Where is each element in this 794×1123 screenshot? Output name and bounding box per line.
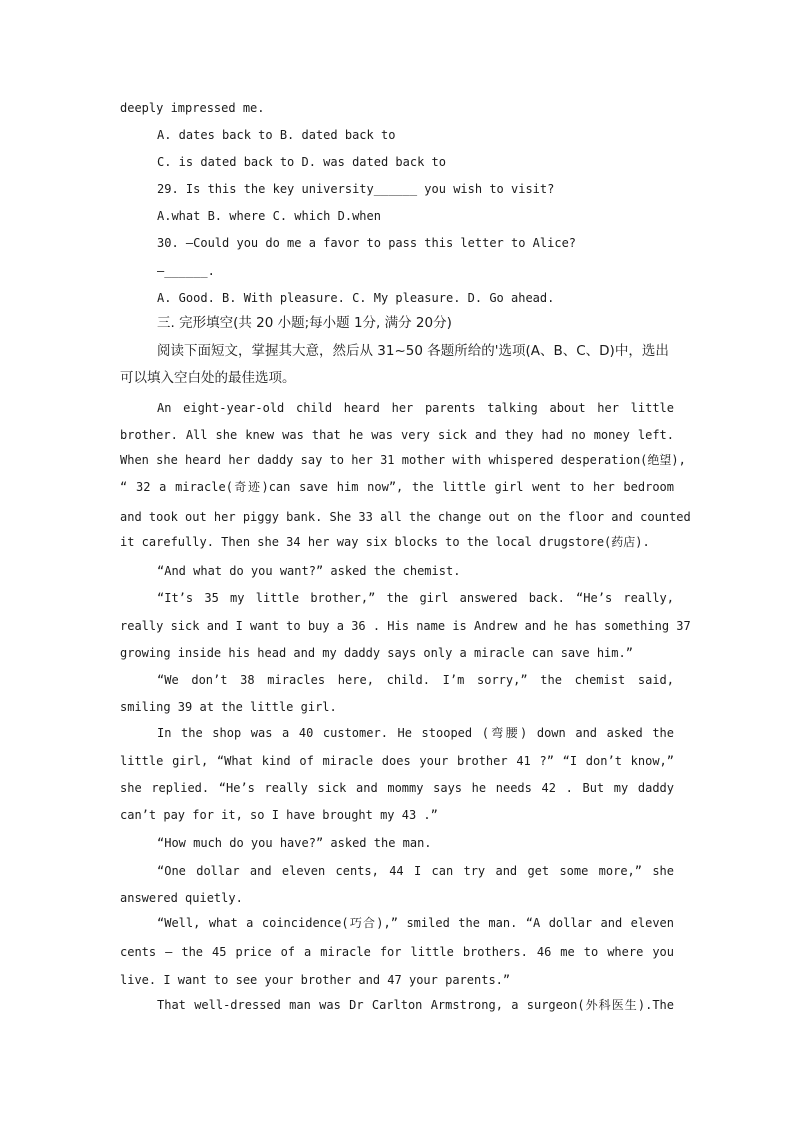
text-line: it carefully. Then she 34 her way six blocks to the local drugstore(药店).	[120, 535, 650, 549]
text-line: “One dollar and eleven cents, 44 I can try and get some more,” she	[157, 864, 674, 878]
text-line: 三. 完形填空(共 20 小题;每小题 1分, 满分 20分)	[157, 315, 452, 331]
text-line: answered quietly.	[120, 891, 243, 905]
text-line: “How much do you have?” asked the man.	[157, 836, 432, 850]
text-line: 29. Is this the key university______ you wish to visit?	[157, 182, 555, 196]
text-line: smiling 39 at the little girl.	[120, 700, 337, 714]
text-line: In the shop was a 40 customer. He stooped (弯腰) down and asked the	[157, 726, 674, 740]
text-line: A. Good. B. With pleasure. C. My pleasure. D. Go ahead.	[157, 291, 555, 305]
text-line: 30. —Could you do me a favor to pass this letter to Alice?	[157, 236, 577, 250]
text-line: really sick and I want to buy a 36 . His name is Andrew and he has something 37	[120, 619, 691, 633]
text-line: “Well, what a coincidence(巧合),” smiled the man. “A dollar and eleven	[157, 916, 674, 930]
text-line: can’t pay for it, so I have brought my 43 .”	[120, 808, 438, 822]
text-line: That well-dressed man was Dr Carlton Armstrong, a surgeon(外科医生).The	[157, 998, 674, 1012]
text-line: “ 32 a miracle(奇迹)can save him now”, the little girl went to her bedroom	[120, 480, 674, 494]
text-line: When she heard her daddy say to her 31 mother with whispered desperation(绝望),	[120, 453, 686, 467]
text-line: growing inside his head and my daddy says only a miracle can save him.”	[120, 646, 633, 660]
text-line: little girl, “What kind of miracle does your brother 41 ?” “I don’t know,”	[120, 754, 674, 768]
text-line: cents — the 45 price of a miracle for little brothers. 46 me to where you	[120, 945, 674, 959]
text-line: “It’s 35 my little brother,” the girl answered back. “He’s really,	[157, 591, 674, 605]
text-line: “And what do you want?” asked the chemist.	[157, 564, 461, 578]
text-line: and took out her piggy bank. She 33 all the change out on the floor and counted	[120, 510, 691, 524]
text-line: she replied. “He’s really sick and mommy says he needs 42 . But my daddy	[120, 781, 674, 795]
text-line: An eight-year-old child heard her parents talking about her little	[157, 401, 674, 415]
text-line: live. I want to see your brother and 47 your parents.”	[120, 973, 511, 987]
text-line: A. dates back to B. dated back to	[157, 128, 396, 142]
text-line: deeply impressed me.	[120, 101, 265, 115]
text-line: 阅读下面短文，掌握其大意，然后从 31~50 各题所给的'选项(A、B、C、D)中，选出	[157, 343, 669, 359]
text-line: —______.	[157, 264, 215, 278]
text-line: A.what B. where C. which D.when	[157, 209, 381, 223]
text-line: brother. All she knew was that he was very sick and they had no money left.	[120, 428, 674, 442]
text-line: “We don’t 38 miracles here, child. I’m sorry,” the chemist said,	[157, 673, 674, 687]
text-line: C. is dated back to D. was dated back to	[157, 155, 446, 169]
text-line: 可以填入空白处的最佳选项。	[120, 370, 296, 386]
